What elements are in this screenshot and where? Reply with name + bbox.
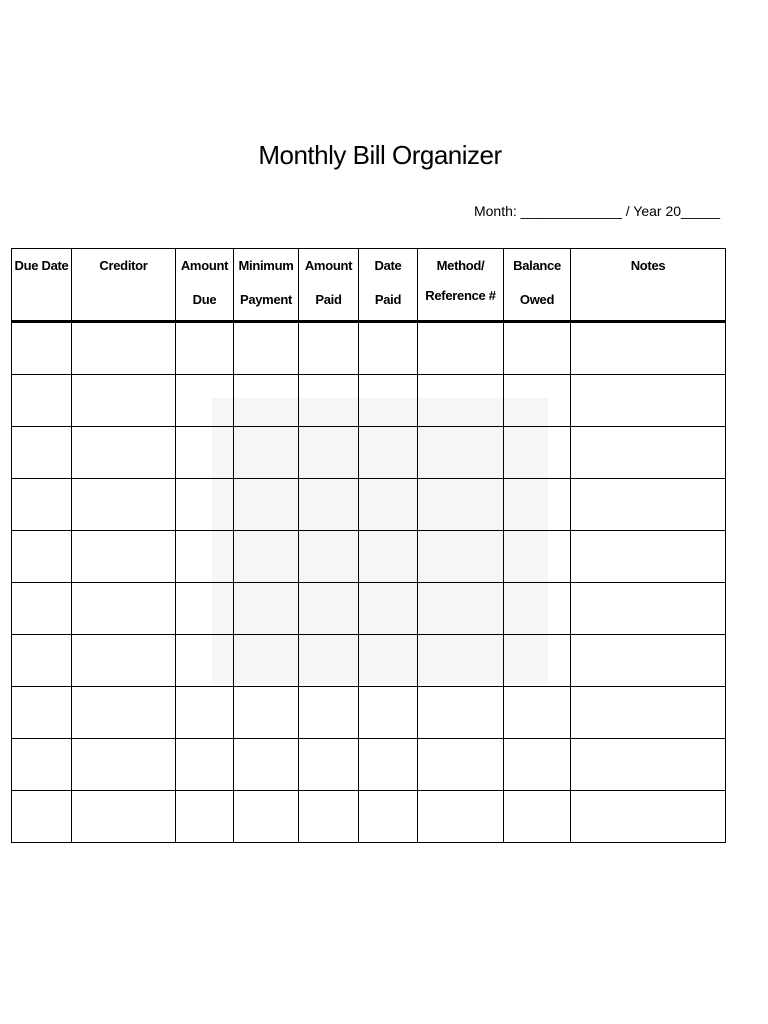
column-header-amount-paid [299,249,359,322]
table-cell[interactable] [359,791,418,843]
table-cell[interactable] [176,322,234,375]
table-row [12,583,726,635]
table-cell[interactable] [72,427,176,479]
table-cell[interactable] [234,687,299,739]
table-cell[interactable] [418,635,504,687]
table-cell[interactable] [418,791,504,843]
table-cell[interactable] [359,583,418,635]
table-cell[interactable] [359,635,418,687]
table-cell[interactable] [418,531,504,583]
table-cell[interactable] [72,531,176,583]
table-cell[interactable] [504,687,571,739]
table-row [12,427,726,479]
table-cell[interactable] [504,479,571,531]
header-row [12,249,726,322]
page-title: Monthly Bill Organizer [258,140,502,170]
table-cell[interactable] [418,583,504,635]
table-cell[interactable] [418,427,504,479]
column-header-line: Paid [315,292,342,307]
table-cell[interactable] [72,479,176,531]
table-cell[interactable] [359,687,418,739]
table-cell[interactable] [234,739,299,791]
column-header-line: Payment [239,292,293,307]
table-cell[interactable] [12,427,72,479]
table-row [12,375,726,427]
table-cell[interactable] [72,375,176,427]
table-cell[interactable] [571,635,726,687]
table-cell[interactable] [504,791,571,843]
table-cell[interactable] [176,375,234,427]
table-row [12,479,726,531]
table-cell[interactable] [234,635,299,687]
column-header-line: Date [374,258,402,273]
table-cell[interactable] [176,635,234,687]
table-cell[interactable] [418,687,504,739]
table-cell[interactable] [571,791,726,843]
table-cell[interactable] [12,479,72,531]
table-cell[interactable] [176,531,234,583]
table-cell[interactable] [504,635,571,687]
table-cell[interactable] [72,322,176,375]
column-header-line: Amount [180,258,229,273]
table-cell[interactable] [359,375,418,427]
column-header-method-reference [418,249,504,322]
table-cell[interactable] [234,479,299,531]
month-year-line: Month: _____________ / Year 20_____ [473,203,720,219]
column-header-line: Method/ [436,258,485,273]
table-cell[interactable] [72,635,176,687]
table-cell[interactable] [418,739,504,791]
table-cell[interactable] [234,427,299,479]
bill-table [11,248,726,843]
column-header-line: Amount [304,258,353,273]
table-cell[interactable] [571,427,726,479]
bill-rows [12,322,726,843]
column-header-line: Reference # [425,288,496,303]
column-header-line: Due Date [14,258,69,273]
table-cell[interactable] [72,791,176,843]
column-header-line: Paid [374,292,402,307]
table-cell[interactable] [299,427,359,479]
column-header-amount-due [176,249,234,322]
column-header-minimum-payment [234,249,299,322]
table-cell[interactable] [299,531,359,583]
table-cell[interactable] [176,687,234,739]
table-cell[interactable] [418,322,504,375]
table-cell[interactable] [359,427,418,479]
table-row [12,322,726,375]
table-cell[interactable] [418,479,504,531]
table-cell[interactable] [359,322,418,375]
table-cell[interactable] [299,375,359,427]
table-row [12,635,726,687]
table-cell[interactable] [234,375,299,427]
table-cell[interactable] [234,531,299,583]
table-cell[interactable] [12,739,72,791]
table-cell[interactable] [571,479,726,531]
table-cell[interactable] [571,322,726,375]
table-cell[interactable] [299,791,359,843]
table-cell[interactable] [176,479,234,531]
table-cell[interactable] [72,687,176,739]
table-row [12,531,726,583]
table-cell[interactable] [571,531,726,583]
column-header-balance-owed [504,249,571,322]
table-row [12,739,726,791]
table-cell[interactable] [234,791,299,843]
table-cell[interactable] [12,635,72,687]
column-header-line: Owed [519,292,555,307]
table-cell[interactable] [359,739,418,791]
table-row [12,791,726,843]
table-cell[interactable] [176,739,234,791]
table-cell[interactable] [299,687,359,739]
table-cell[interactable] [571,583,726,635]
table-cell[interactable] [176,583,234,635]
table-cell[interactable] [504,531,571,583]
column-header-line: Due [192,292,217,307]
column-header-creditor [72,249,176,322]
table-cell[interactable] [234,583,299,635]
column-header-line: Balance [513,258,561,273]
table-cell[interactable] [571,739,726,791]
column-header-due-date [12,249,72,322]
table-cell[interactable] [12,531,72,583]
column-header-line: Notes [630,258,666,273]
table-cell[interactable] [12,791,72,843]
table-cell[interactable] [176,427,234,479]
table-cell[interactable] [12,583,72,635]
table-cell[interactable] [571,687,726,739]
table-cell[interactable] [359,479,418,531]
table-cell[interactable] [72,739,176,791]
table-cell[interactable] [504,427,571,479]
table-cell[interactable] [12,322,72,375]
column-header-notes [571,249,726,322]
table-cell[interactable] [176,791,234,843]
table-cell[interactable] [72,583,176,635]
table-cell[interactable] [418,375,504,427]
table-cell[interactable] [504,739,571,791]
table-cell[interactable] [571,375,726,427]
table-cell[interactable] [299,739,359,791]
column-header-line: Creditor [99,258,148,273]
table-cell[interactable] [504,375,571,427]
column-header-date-paid [359,249,418,322]
table-cell[interactable] [12,687,72,739]
table-cell[interactable] [299,479,359,531]
table-cell[interactable] [299,583,359,635]
table-cell[interactable] [299,322,359,375]
table-cell[interactable] [299,635,359,687]
table-cell[interactable] [504,322,571,375]
table-row [12,687,726,739]
table-cell[interactable] [234,322,299,375]
table-cell[interactable] [504,583,571,635]
table-cell[interactable] [359,531,418,583]
table-cell[interactable] [12,375,72,427]
column-header-line: Minimum [238,258,294,273]
